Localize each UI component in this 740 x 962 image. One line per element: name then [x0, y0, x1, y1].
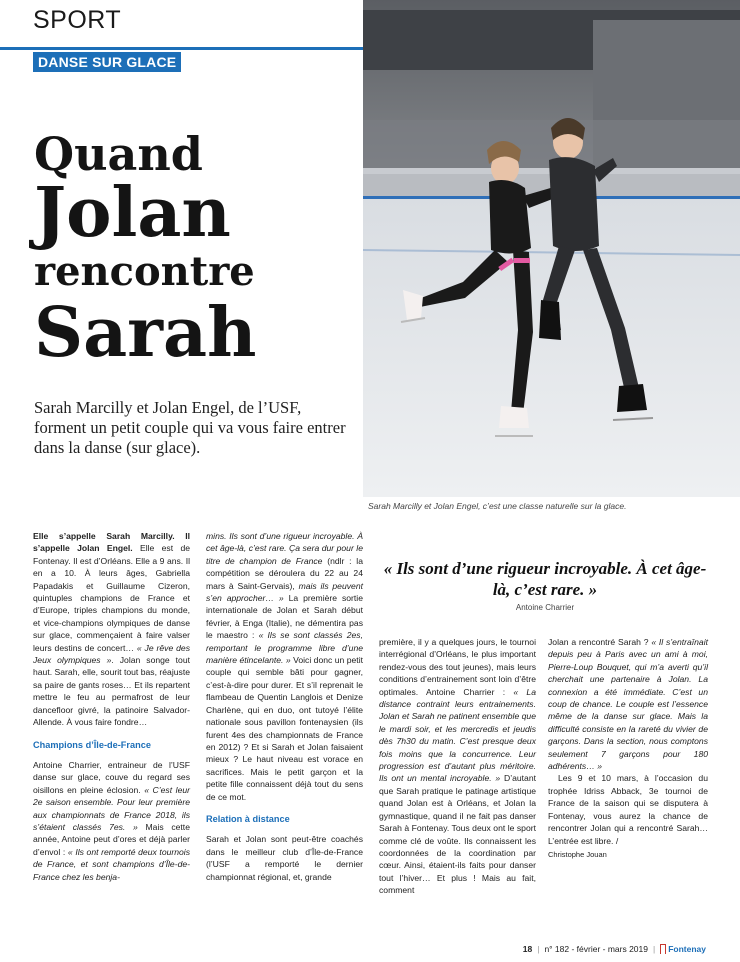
title-line-1: Quand — [34, 127, 203, 181]
quote-text: « Ils se sont classés 2es, remportant le programme libre d’une manière étincelante. » — [206, 630, 363, 666]
quote-text: « Il s’entraînait depuis peu à Paris avec un ami à moi, Pierre-Loup Bouquet, qui m’a averti qu’il cherchait une partenaire à Jolan. La connexion a été immédiate. C’est un coup de chance. Le couple est l’essence même de la danse sur glace. Mais la difficulté consiste en la rareté du vivier de garçons. Dans la section, nous comptons seulement 7 garçons pour 180 adhérents… » — [548, 637, 709, 772]
lead-in: Elle s’appelle Sarah Marcilly. Il s’appelle Jolan Engel. — [33, 531, 190, 554]
text: Voici donc un petit couple qui semble bâti pour gagner, c’est-à-dire pour durer. Et s’il reprenait le flambeau de Quentin Langlois et Denize Charlène, qui en duo, ont tutoyé l’élite nationale sous pavillon fontenaysien (ils furent 4es des championnats de France en 2012) ? Et si Sarah et Jolan faisaient mieux ? Le haut niveau est vorace en sacrifices. Mais le petit garçon et la petite fille connaissent déjà tout du sens de ce mot. — [206, 655, 363, 802]
title-line-4: Sarah — [34, 293, 257, 373]
skaters-photo-illustration — [363, 0, 740, 497]
paragraph — [206, 530, 363, 803]
quote-text: « Ils ont remporté deux tournois de France, et sont champions d’Île-de-France chez les benja- — [33, 846, 190, 882]
subheading: Champions d’Île-de-France — [33, 739, 151, 750]
paragraph — [33, 530, 190, 729]
text: Antoine Charrier, entraineur de l’USF danse sur glace, couve du regard ses oisillons en pleine éclosion. — [33, 759, 190, 795]
article-standfirst: Sarah Marcilly et Jolan Engel, de l’USF, forment un petit couple qui va vous faire entrer dans la danse (sur glace). — [34, 398, 346, 457]
article-author: Christophe Jouan — [548, 849, 607, 859]
quote-text: mins. Ils sont d’une rigueur incroyable. À cet âge-là, c’est rare. Ça sera dur pour le titre de champion de France — [206, 531, 363, 566]
text: première, il y a quelques jours, le tournoi interrégional d’Orléans, le plus important rendez-vous des tout jeunes), mais leurs conditions d’entrainement sont loin d’être optimales. Antoine Charrier : — [379, 637, 536, 697]
paragraph: Sarah et Jolan sont peut-être coachés dans le meilleur club d’Île-de-France (l’USF a remporté le dernier championnat régional, et, grande — [206, 834, 363, 882]
footer-separator: | — [537, 944, 540, 954]
brand-logo — [660, 944, 706, 954]
article-column-1 — [33, 530, 190, 883]
rubric-label: SPORT — [33, 6, 122, 34]
text: D’autant que Sarah pratique le patinage artistique quand Jolan est à Orléans, et Jolan la gymnastique, quand il ne fait pas danser Sarah à Fontenay. Tous deux ont le sport comme clé de voûte. Ils connaissent les coordonnées de la coordination par cœur. Ainsi, étaient-ils faits pour danser tout l’hiver… Et plus ! Mais au fait, comment — [379, 773, 537, 896]
text: (ndlr : la compétition se déroulera du 22 au 24 mars à Saint-Gervais), — [206, 555, 363, 591]
text: La première sortie internationale de Jolan et Sarah début février, à Enga (Italie), ne démentira pas le maestro : — [206, 593, 363, 641]
article-title — [34, 127, 354, 373]
pull-quote-author: Antoine Charrier — [515, 603, 575, 612]
title-line-2: Jolan — [34, 173, 231, 253]
page-footer — [523, 944, 706, 954]
article-column-3 — [379, 636, 536, 897]
pull-quote-text: « Ils sont d’une rigueur incroyable. À cet âge-là, c’est rare. » — [383, 559, 707, 599]
article-column-2 — [206, 530, 363, 883]
quote-text: « La distance contraint leurs entrainements. Jolan et Sarah ne patinent ensemble que le mardi soir, et les mercredis et jeudis dès 7h30 du matin. C’est presque deux fois moins que la concurrence. Leur progression est d’autant plus méritoire. Ils ont un mental incroyable. » — [379, 686, 536, 784]
text: . Jolan songe tout haut. Sarah, elle, sourit tout bas, réajuste sa paire de gants roses… Et ils repartent mettre le feu au permafrost de leur dancefloor givré, la patinoire Salvador-Allende. À vous faire fondre… — [33, 655, 190, 728]
paragraph — [33, 759, 190, 883]
footer-separator: | — [653, 944, 656, 954]
text: Elle est de Fontenay. Il est d’Orléans. Elle a 9 ans. Il en a 10. À leurs âges, Gabriella Papadakis et Guillaume Cizeron, quintuples champions de France et d’Europe, triples champions du monde, et vice-champions olympiques de danse sur glace, commençaient à faire valser leurs destins de concert… — [33, 543, 190, 653]
quote-text: « C’est leur 2e saison ensemble. Pour leur première aux championnats de France 2018, ils s’étaient classés 7es. » — [33, 784, 190, 832]
text: Mais cette année, Antoine peut d’ores et déjà parler d’envol : — [33, 821, 190, 857]
photo-caption: Sarah Marcilly et Jolan Engel, c’est une classe naturelle sur la glace. — [368, 501, 627, 511]
title-line-3: rencontre — [34, 248, 255, 295]
issue-info: n° 182 - février - mars 2019 — [544, 944, 648, 954]
skaters-photo — [363, 0, 740, 497]
pull-quote — [380, 558, 710, 612]
paragraph: Les 9 et 10 mars, à l’occasion du trophée Idriss Abback, 3e tournoi de France de la saison qui se disputera à Fontenay, vous aurez la chance de rencontrer Jolan qui a rencontré Sarah… L’entrée est libre. / — [548, 773, 708, 846]
text: Jolan a rencontré Sarah ? — [548, 637, 652, 647]
kicker-label: DANSE SUR GLACE — [33, 52, 181, 72]
page-number: 18 — [522, 944, 533, 954]
paragraph — [379, 636, 536, 897]
tower-icon — [660, 944, 666, 954]
article-column-4 — [548, 636, 708, 861]
brand-name: Fontenay — [668, 944, 706, 954]
subheading: Relation à distance — [206, 813, 290, 824]
quote-text: mais ils peuvent s’en approcher… » — [206, 580, 363, 604]
quote-text: « Je rêve des Jeux olympiques » — [33, 642, 191, 666]
paragraph — [548, 636, 708, 772]
